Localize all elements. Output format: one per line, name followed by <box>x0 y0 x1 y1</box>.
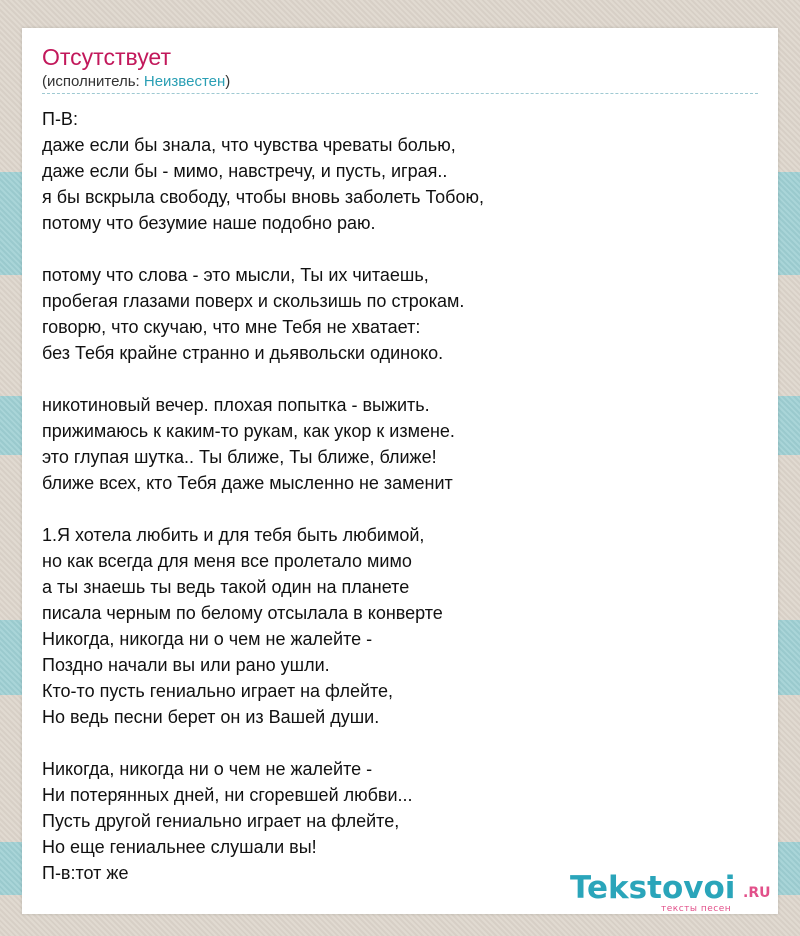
lyric-line: говорю, что скучаю, что мне Тебя не хватает: <box>42 317 421 337</box>
lyric-line: ближе всех, кто Тебя даже мысленно не заменит <box>42 473 453 493</box>
lyric-line: прижимаюсь к каким-то рукам, как укор к измене. <box>42 421 455 441</box>
artist-prefix: (исполнитель: <box>42 73 144 90</box>
lyric-line: Ни потерянных дней, ни сгоревшей любви... <box>42 785 413 805</box>
lyric-line: это глупая шутка.. Ты ближе, Ты ближе, ближе! <box>42 447 437 467</box>
site-logo[interactable] <box>570 870 770 914</box>
lyric-line <box>42 496 758 522</box>
logo-wordmark: Tekstovoi <box>570 870 736 906</box>
artist-line <box>42 73 230 91</box>
lyric-line: писала черным по белому отсылала в конверте <box>42 603 443 623</box>
lyrics-card <box>22 28 778 914</box>
lyric-line: Но ведь песни берет он из Вашей души. <box>42 707 380 727</box>
lyric-line: без Тебя крайне странно и дьявольски одиноко. <box>42 343 444 363</box>
lyric-line: пробегая глазами поверх и скользишь по строкам. <box>42 291 465 311</box>
title-divider <box>42 93 758 94</box>
artist-link[interactable]: Неизвестен <box>143 73 226 90</box>
lyric-line: никотиновый вечер. плохая попытка - выжить. <box>42 395 430 415</box>
lyric-line <box>42 236 758 262</box>
artist-suffix: ) <box>225 73 231 90</box>
logo-tagline: тексты песен <box>661 904 732 914</box>
logo-domain: .RU <box>743 885 771 901</box>
lyric-line: Кто-то пусть гениально играет на флейте, <box>42 681 394 701</box>
lyric-line: П-В: <box>42 109 78 129</box>
lyric-line: П-в:тот же <box>42 863 129 883</box>
lyric-line <box>42 730 758 756</box>
lyric-line: Никогда, никогда ни о чем не жалейте - <box>42 759 373 779</box>
lyric-line: Поздно начали вы или рано ушли. <box>42 655 330 675</box>
lyric-line: но как всегда для меня все пролетало мимо <box>42 551 412 571</box>
lyric-line: даже если бы - мимо, навстречу, и пусть, играя.. <box>42 161 448 181</box>
lyric-line: Никогда, никогда ни о чем не жалейте - <box>42 629 373 649</box>
song-title: Отсутствует <box>42 44 171 70</box>
lyric-line: а ты знаешь ты ведь такой один на планете <box>42 577 410 597</box>
lyric-line: 1.Я хотела любить и для тебя быть любимой, <box>42 525 425 545</box>
lyric-line: потому что безумие наше подобно раю. <box>42 213 376 233</box>
lyric-line <box>42 366 758 392</box>
lyric-line: даже если бы знала, что чувства чреваты болью, <box>42 135 456 155</box>
lyric-line: я бы вскрыла свободу, чтобы вновь заболеть Тобою, <box>42 187 484 207</box>
lyric-line: Пусть другой гениально играет на флейте, <box>42 811 400 831</box>
lyric-line: потому что слова - это мысли, Ты их читаешь, <box>42 265 429 285</box>
lyrics-text <box>42 106 758 886</box>
lyric-line: Но еще гениальнее слушали вы! <box>42 837 317 857</box>
